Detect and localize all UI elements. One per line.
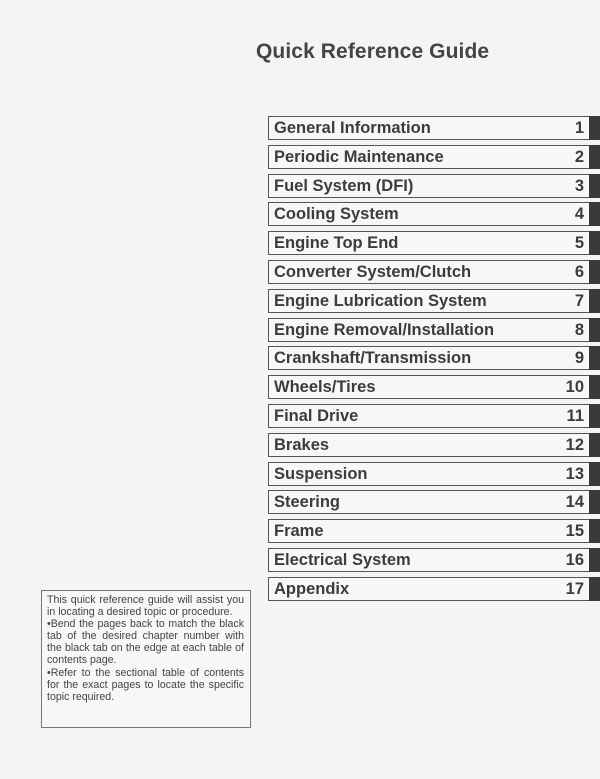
toc-chapter-number: 3 [574, 176, 584, 195]
chapter-black-tab [589, 548, 600, 572]
toc-chapter-number: 17 [565, 579, 584, 598]
toc-row[interactable] [268, 318, 600, 342]
chapter-black-tab [589, 231, 600, 255]
toc-chapter-number: 1 [574, 119, 584, 137]
toc-chapter-number: 8 [574, 320, 584, 339]
note-intro: This quick reference guide will assist you in locating a desired topic or procedure. [47, 594, 244, 619]
toc-row[interactable] [268, 145, 600, 169]
page-title: Quick Reference Guide [256, 40, 490, 63]
toc-chapter-title: Fuel System (DFI) [274, 176, 414, 195]
chapter-black-tab [589, 202, 600, 226]
toc-row[interactable] [268, 375, 600, 399]
toc-row[interactable] [268, 202, 600, 226]
toc-chapter-title: Appendix [274, 579, 350, 598]
toc-row[interactable] [268, 346, 600, 370]
chapter-black-tab [589, 318, 600, 342]
toc-chapter-title: Converter System/Clutch [274, 262, 472, 281]
toc-chapter-title: Wheels/Tires [274, 378, 376, 397]
table-of-contents [268, 116, 600, 606]
toc-chapter-number: 9 [574, 349, 584, 368]
toc-row[interactable] [268, 490, 600, 514]
toc-chapter-number: 12 [565, 435, 584, 454]
chapter-black-tab [589, 462, 600, 486]
toc-chapter-number: 14 [565, 493, 584, 512]
toc-row[interactable] [268, 174, 600, 198]
toc-chapter-title: Frame [274, 522, 324, 541]
toc-chapter-title: Final Drive [274, 406, 359, 425]
chapter-black-tab [589, 375, 600, 399]
toc-chapter-title: General Information [274, 119, 431, 137]
chapter-black-tab [589, 404, 600, 428]
toc-chapter-number: 16 [565, 550, 584, 569]
usage-note [41, 590, 251, 728]
toc-row[interactable] [268, 260, 600, 284]
toc-chapter-title: Brakes [274, 435, 330, 454]
toc-row[interactable] [268, 433, 600, 457]
chapter-black-tab [589, 260, 600, 284]
chapter-black-tab [589, 174, 600, 198]
note-bullet-refer-toc: •Refer to the sectional table of contents for the exact pages to locate the specific topic required. [47, 666, 244, 703]
toc-chapter-number: 11 [566, 406, 584, 425]
toc-chapter-title: Steering [274, 493, 341, 512]
toc-chapter-title: Cooling System [274, 205, 399, 224]
chapter-black-tab [589, 433, 600, 457]
chapter-black-tab [589, 289, 600, 313]
toc-row[interactable] [268, 462, 600, 486]
note-bullet-bend-pages: •Bend the pages back to match the black tab of the desired chapter number with the black tab on the edge at each table of contents page. [47, 618, 244, 667]
toc-chapter-title: Suspension [274, 464, 368, 483]
toc-row[interactable] [268, 577, 600, 601]
toc-chapter-number: 4 [574, 205, 584, 224]
toc-chapter-number: 5 [574, 234, 584, 253]
toc-chapter-title: Engine Removal/Installation [274, 320, 495, 339]
toc-chapter-title: Electrical System [274, 550, 411, 569]
chapter-black-tab [589, 519, 600, 543]
toc-row[interactable] [268, 548, 600, 572]
toc-chapter-title: Periodic Maintenance [274, 147, 444, 166]
toc-chapter-number: 2 [574, 147, 584, 166]
toc-row[interactable] [268, 289, 600, 313]
chapter-black-tab [589, 116, 600, 140]
toc-row[interactable] [268, 404, 600, 428]
toc-chapter-number: 7 [574, 291, 584, 310]
toc-chapter-number: 6 [574, 262, 584, 281]
chapter-black-tab [589, 346, 600, 370]
chapter-black-tab [589, 490, 600, 514]
toc-row[interactable] [268, 116, 600, 140]
toc-chapter-number: 13 [565, 464, 584, 483]
toc-row[interactable] [268, 519, 600, 543]
toc-chapter-title: Engine Lubrication System [274, 291, 487, 310]
chapter-black-tab [589, 145, 600, 169]
toc-chapter-title: Crankshaft/Transmission [274, 349, 472, 368]
toc-chapter-number: 15 [565, 522, 584, 541]
toc-chapter-title: Engine Top End [274, 234, 399, 253]
toc-chapter-number: 10 [565, 378, 584, 397]
toc-row[interactable] [268, 231, 600, 255]
chapter-black-tab [589, 577, 600, 601]
